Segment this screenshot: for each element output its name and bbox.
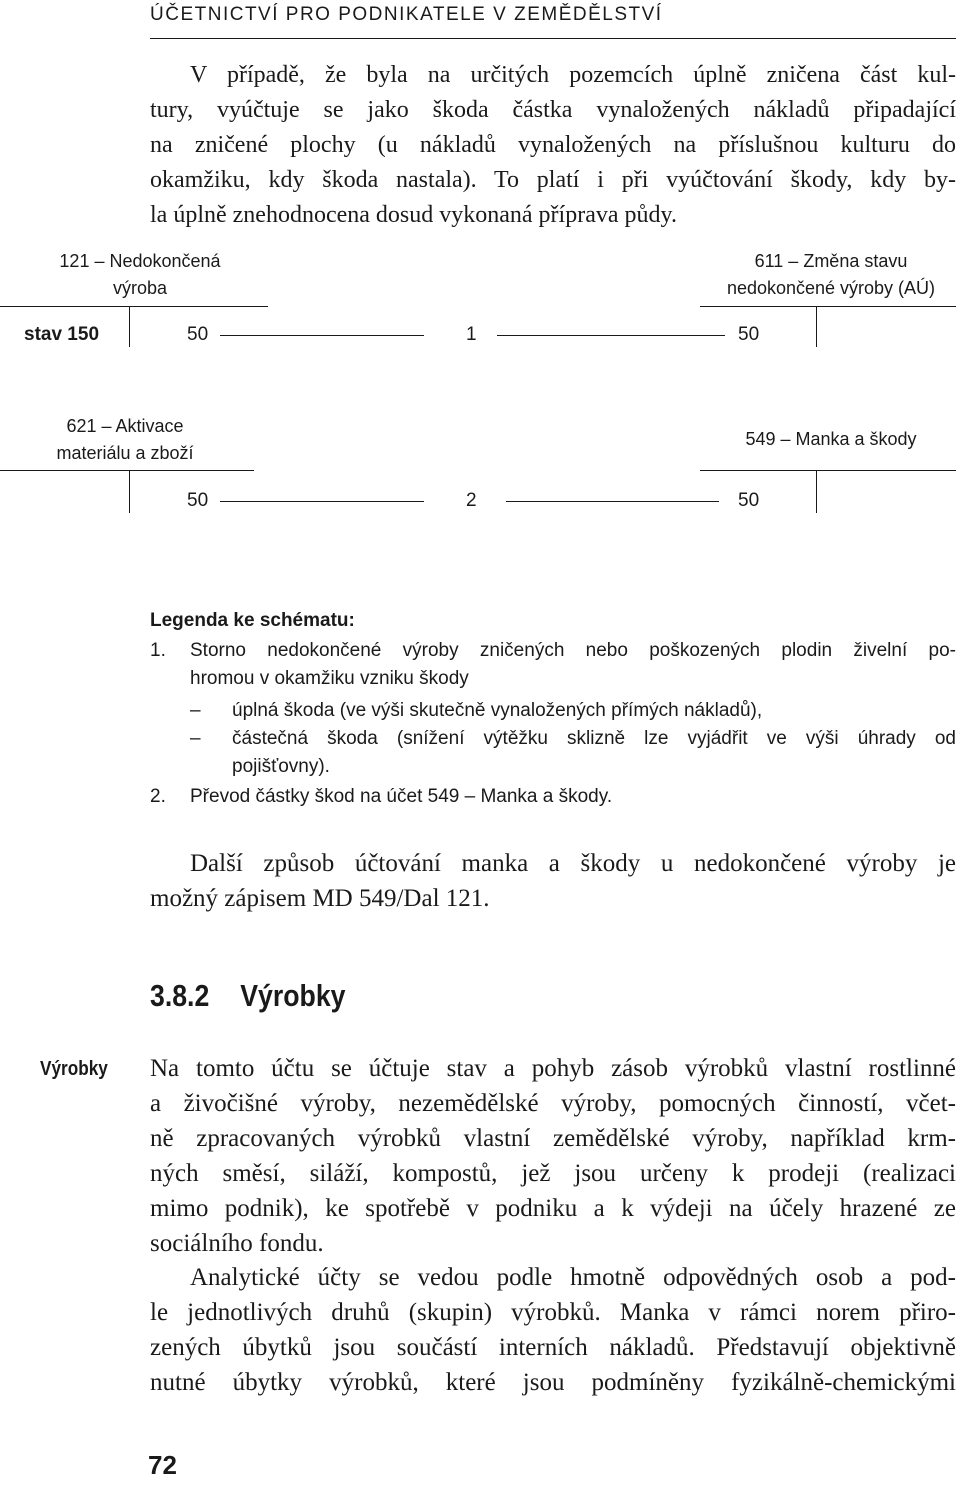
transaction-1-number: 1 bbox=[466, 324, 477, 345]
section-paragraph-2 bbox=[150, 1260, 956, 1400]
account-121-divider bbox=[129, 307, 130, 347]
intro-line: tury, vyúčtuje se jako škoda částka vynaložených nákladů připadající bbox=[150, 97, 956, 123]
second-paragraph-line: možný zápisem MD 549/Dal 121. bbox=[150, 885, 490, 912]
account-121-title: 121 – Nedokončená bbox=[59, 251, 221, 271]
account-121-top-rule bbox=[0, 306, 268, 307]
section-heading bbox=[150, 978, 345, 1014]
account-549-debit-amount: 50 bbox=[738, 490, 760, 511]
account-621-divider bbox=[129, 471, 130, 513]
section-number: 3.8.2 bbox=[150, 978, 210, 1013]
section-paragraph-1-line: sociálního fondu. bbox=[150, 1230, 324, 1257]
legend-sub-item-2-line: pojišťovny). bbox=[232, 756, 330, 777]
account-121-credit-amount: 50 bbox=[187, 324, 209, 345]
t-account-diagram bbox=[0, 0, 960, 530]
account-611-subtitle: nedokončené výroby (AÚ) bbox=[726, 278, 936, 298]
account-121-label bbox=[30, 248, 250, 302]
account-621-label bbox=[15, 413, 235, 467]
account-611-divider bbox=[816, 307, 817, 347]
section-paragraph-1-line: mimo podnik), ke spotřebě v podniku a k výdeji na účely hrazené ze bbox=[150, 1195, 956, 1222]
transaction-2-number: 2 bbox=[466, 490, 477, 511]
section-title: Výrobky bbox=[240, 978, 346, 1013]
legend-title: Legenda ke schématu: bbox=[150, 610, 355, 631]
section-paragraph-1-line: Na tomto účtu se účtuje stav a pohyb zásob výrobků vlastní rostlinné bbox=[150, 1055, 956, 1082]
account-549-label bbox=[700, 426, 960, 453]
transaction-1-line-right bbox=[497, 335, 725, 336]
account-611-title: 611 – Změna stavu bbox=[754, 251, 908, 271]
section-paragraph-2-line: nutné úbytky výrobků, které jsou podmíněny fyzikálně-chemickými bbox=[150, 1369, 956, 1396]
transaction-2-line-right bbox=[506, 501, 719, 502]
account-611-top-rule bbox=[700, 306, 956, 307]
page-number: 72 bbox=[148, 1450, 177, 1480]
legend-item-1-line: hromou v okamžiku vzniku škody bbox=[190, 668, 469, 689]
account-611-label bbox=[700, 248, 960, 302]
intro-line: la úplně znehodnocena dosud vykonaná příprava půdy. bbox=[150, 202, 677, 228]
legend-sub-item-1: úplná škoda (ve výši skutečně vynaložených přímých nákladů), bbox=[232, 700, 763, 721]
section-paragraph-1-line: a živočišné výroby, nezemědělské výroby, pomocných činností, včet- bbox=[150, 1090, 956, 1117]
section-paragraph-2-line: zených úbytků jsou součástí interních nákladů. Představují objektivně bbox=[150, 1334, 956, 1361]
section-paragraph-1 bbox=[150, 1051, 956, 1261]
margin-label: Výrobky bbox=[40, 1058, 108, 1080]
account-621-top-rule bbox=[0, 470, 254, 471]
transaction-1-line-left bbox=[220, 335, 424, 336]
intro-line: na zničené plochy (u nákladů vynaložených na příslušnou kulturu do bbox=[150, 132, 956, 158]
account-121-opening-balance: stav 150 bbox=[24, 324, 100, 345]
legend-item-1-text bbox=[190, 637, 956, 693]
account-549-top-rule bbox=[700, 470, 956, 471]
legend-sub-item-2 bbox=[232, 725, 956, 781]
account-121-subtitle: výroba bbox=[112, 278, 168, 298]
account-611-debit-amount: 50 bbox=[738, 324, 760, 345]
running-head: ÚČETNICTVÍ PRO PODNIKATELE V ZEMĚDĚLSTVÍ bbox=[150, 4, 663, 25]
section-paragraph-2-line: Analytické účty se vedou podle hmotně odpovědných osob a pod- bbox=[190, 1264, 956, 1291]
account-621-credit-amount: 50 bbox=[187, 490, 209, 511]
legend-item-1-number: 1. bbox=[150, 640, 166, 661]
account-549-divider bbox=[816, 471, 817, 513]
intro-line: okamžiku, kdy škoda nastala). To platí i při vyúčtování škody, kdy by- bbox=[150, 167, 956, 193]
legend-dash: – bbox=[190, 728, 201, 749]
legend-sub-item-2-line: částečná škoda (snížení výtěžku sklizně lze vyjádřit ve výši úhrady od bbox=[232, 728, 956, 749]
legend-item-1-line: Storno nedokončené výroby zničených nebo poškozených plodin živelní po- bbox=[190, 640, 956, 661]
account-549-title: 549 – Manka a škody bbox=[745, 429, 917, 449]
legend-item-2-number: 2. bbox=[150, 786, 166, 807]
section-paragraph-1-line: ných směsí, siláží, kompostů, jež jsou určeny k prodeji (realizaci bbox=[150, 1160, 956, 1187]
legend-item-2-text: Převod částky škod na účet 549 – Manka a škody. bbox=[190, 786, 613, 807]
second-paragraph-line: Další způsob účtování manka a škody u nedokončené výroby je bbox=[190, 850, 956, 877]
intro-line: V případě, že byla na určitých pozemcích úplně zničena část kul- bbox=[190, 62, 956, 88]
transaction-2-line-left bbox=[220, 501, 424, 502]
account-621-subtitle: materiálu a zboží bbox=[56, 443, 194, 463]
second-paragraph bbox=[150, 846, 956, 916]
section-paragraph-2-line: le jednotlivých druhů (skupin) výrobků. Manka v rámci norem přiro- bbox=[150, 1299, 956, 1326]
section-paragraph-1-line: ně zpracovaných výrobků vlastní zemědělské výroby, například krm- bbox=[150, 1125, 956, 1152]
account-621-title: 621 – Aktivace bbox=[66, 416, 184, 436]
legend-dash: – bbox=[190, 700, 201, 721]
